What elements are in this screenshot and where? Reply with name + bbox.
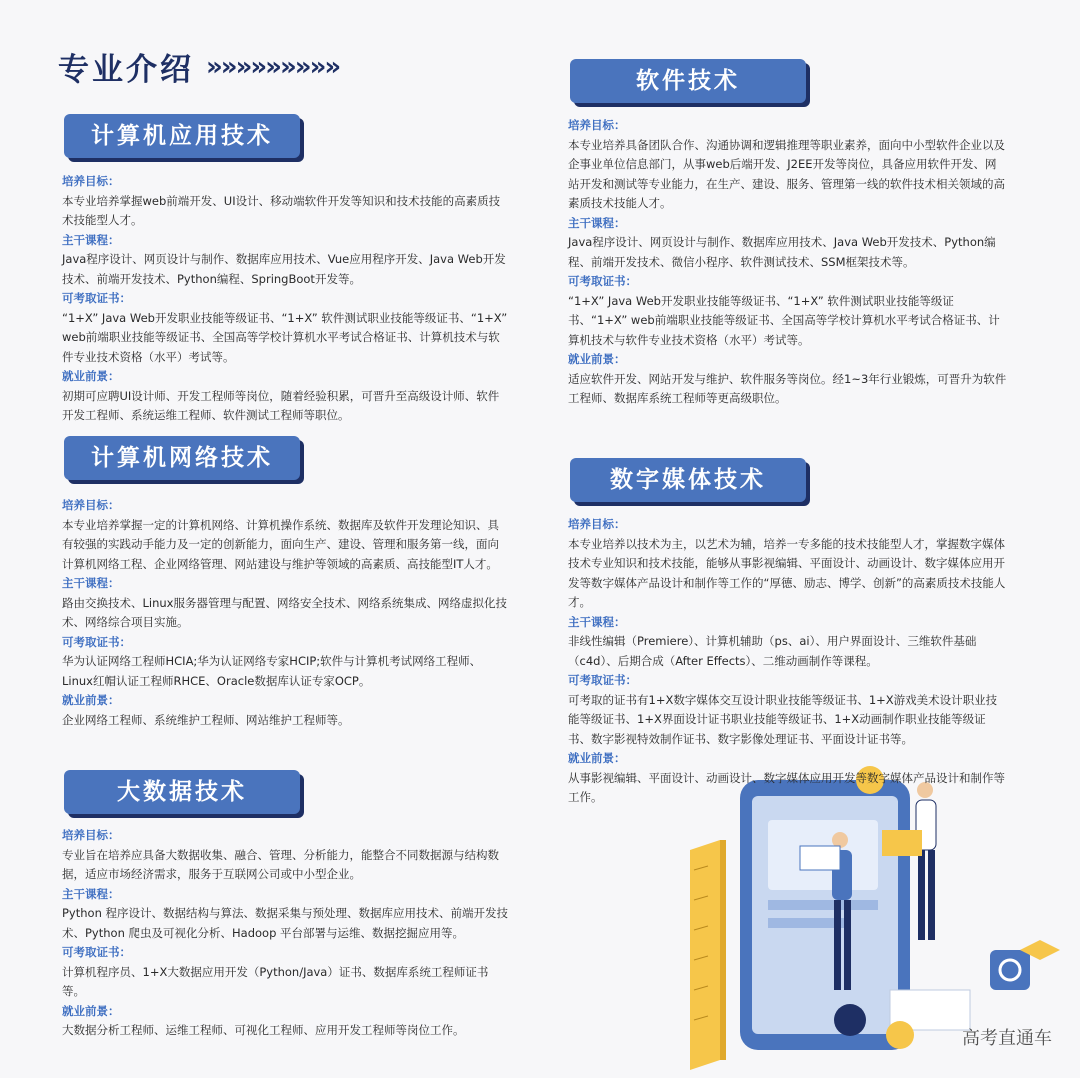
goal-label: 培养目标： bbox=[62, 498, 120, 512]
career-text: 企业网络工程师、系统维护工程师、网站维护工程师等。 bbox=[62, 712, 350, 727]
computer-app-section bbox=[62, 172, 508, 426]
courses-label: 主干课程： bbox=[62, 576, 120, 590]
career-label: 就业前景： bbox=[568, 352, 626, 366]
career-label: 就业前景： bbox=[62, 1003, 120, 1018]
certs-label: 可考取证书： bbox=[568, 274, 637, 288]
page-title: 专业介绍 bbox=[58, 52, 194, 88]
career-text: 从事影视编辑、平面设计、动画设计、数字媒体应用开发等数字媒体产品设计和制作等工作。 bbox=[568, 770, 1005, 804]
goal-label: 培养目标： bbox=[62, 828, 120, 842]
courses-text: Java程序设计、网页设计与制作、数据库应用技术、Vue应用程序开发、Java Web开发技术、前端开发技术、Python编程、SpringBoot开发等。 bbox=[62, 252, 506, 286]
network-section bbox=[62, 496, 508, 730]
certs-text: 计算机程序员、1+X大数据应用开发（Python/Java）证书、数据库系统工程师证书等。 bbox=[62, 964, 489, 998]
courses-text: Python 程序设计、数据结构与算法、数据采集与预处理、数据库应用技术、前端开发技术、Python 爬虫及可视化分析、Hadoop 平台部署与运维、数据挖掘应用等。 bbox=[62, 906, 509, 940]
digital-media-section bbox=[568, 515, 1008, 808]
career-text: 初期可应聘UI设计师、开发工程师等岗位，随着经验积累，可晋升至高级设计师、软件开发工程师、系统运维工程师、软件测试工程师等职位。 bbox=[62, 388, 500, 422]
goal-text: 本专业培养掌握一定的计算机网络、计算机操作系统、数据库及软件开发理论知识、具有较强的实践动手能力及一定的创新能力，面向生产、建设、管理和服务第一线，面向计算机网络工程、企业网络管理、网站建设与维护等领域的高素质、高技能型IT人才。 bbox=[62, 517, 499, 571]
bigdata-banner: 大数据技术 bbox=[64, 770, 300, 814]
courses-text: 非线性编辑（Premiere）、计算机辅助（ps、ai）、用户界面设计、三维软件基础（c4d）、后期合成（After Effects）、二维动画制作等课程。 bbox=[568, 634, 977, 668]
career-text: 适应软件开发、网站开发与维护、软件服务等岗位。经1~3年行业锻炼，可晋升为软件工程师、数据库系统工程师等更高级职位。 bbox=[568, 371, 1007, 405]
goal-text: 本专业培养具备团队合作、沟通协调和逻辑推理等职业素养，面向中小型软件企业以及企事业单位信息部门，从事web后端开发、J2EE开发等岗位，具备应用软件开发、网站开发和测试等专业能力，在生产、建设、服务、管理第一线的软件技术相关领域的高素质技术技能人才。 bbox=[568, 137, 1005, 210]
courses-text: Java程序设计、网页设计与制作、数据库应用技术、Java Web开发技术、Python编程、前端开发技术、微信小程序、软件测试技术、SSM框架技术等。 bbox=[568, 235, 996, 269]
certs-text: “1+X” Java Web开发职业技能等级证书、“1+X” 软件测试职业技能等级证书、“1+X” web前端职业技能等级证书、全国高等学校计算机水平考试合格证书、计算机技术与软件专业技术资格（水平）考试等。 bbox=[568, 293, 1000, 347]
software-section bbox=[568, 116, 1008, 409]
certs-text: 可考取的证书有1+X数字媒体交互设计职业技能等级证书、1+X游戏美术设计职业技能等级证书、1+X界面设计证书职业技能等级证书、1+X动画制作职业技能等级证书、数字影视特效制作证书、数字影像处理证书、平面设计证书等。 bbox=[568, 692, 998, 746]
goal-label: 培养目标： bbox=[568, 517, 626, 531]
career-label: 就业前景： bbox=[62, 693, 120, 707]
certs-label: 可考取证书： bbox=[568, 673, 637, 687]
watermark-text: 高考直通车 bbox=[962, 1028, 1052, 1049]
certs-label: 可考取证书： bbox=[62, 291, 131, 305]
courses-label: 主干课程： bbox=[568, 215, 626, 230]
computer-app-banner: 计算机应用技术 bbox=[64, 114, 300, 158]
network-banner: 计算机网络技术 bbox=[64, 436, 300, 480]
courses-text: 路由交换技术、Linux服务器管理与配置、网络安全技术、网络系统集成、网络虚拟化技术、网络综合项目实施。 bbox=[62, 595, 507, 629]
courses-label: 主干课程： bbox=[62, 232, 120, 247]
certs-text: 华为认证网络工程师HCIA;华为认证网络专家HCIP;软件与计算机考试网络工程师、Linux红帽认证工程师RHCE、Oracle数据库认证专家OCP。 bbox=[62, 654, 482, 688]
goal-label: 培养目标： bbox=[62, 174, 120, 188]
career-text: 大数据分析工程师、运维工程师、可视化工程师、应用开发工程师等岗位工作。 bbox=[62, 1023, 465, 1037]
title-arrows-decoration: »»»»»»»»» bbox=[206, 52, 340, 82]
software-banner: 软件技术 bbox=[570, 59, 806, 103]
goal-text: 本专业培养掌握web前端开发、UI设计、移动端软件开发等知识和技术技能的高素质技术技能型人才。 bbox=[62, 193, 501, 227]
career-label: 就业前景： bbox=[568, 751, 626, 765]
certs-label: 可考取证书： bbox=[62, 945, 131, 959]
goal-label: 培养目标： bbox=[568, 118, 626, 132]
goal-text: 专业旨在培养应具备大数据收集、融合、管理、分析能力，能整合不同数据源与结构数据，适应市场经济需求，服务于互联网公司或中小型企业。 bbox=[62, 847, 499, 881]
certs-text: “1+X” Java Web开发职业技能等级证书、“1+X” 软件测试职业技能等级证书、“1+X” web前端职业技能等级证书、全国高等学校计算机水平考试合格证书、计算机技术与软件专业技术资格（水平）考试等。 bbox=[62, 310, 508, 364]
bigdata-section bbox=[62, 826, 508, 1041]
goal-text: 本专业培养以技术为主，以艺术为辅，培养一专多能的技术技能型人才，掌握数字媒体技术专业知识和技术技能，能够从事影视编辑、平面设计、动画设计、数字媒体应用开发等数字媒体产品设计和制作等工作的“厚德、励志、博学、创新”的高素质技术技能人才。 bbox=[568, 536, 1006, 609]
career-label: 就业前景： bbox=[62, 369, 120, 383]
certs-label: 可考取证书： bbox=[62, 634, 131, 649]
courses-label: 主干课程： bbox=[568, 614, 626, 629]
courses-label: 主干课程： bbox=[62, 886, 120, 901]
digital-media-banner: 数字媒体技术 bbox=[570, 458, 806, 502]
